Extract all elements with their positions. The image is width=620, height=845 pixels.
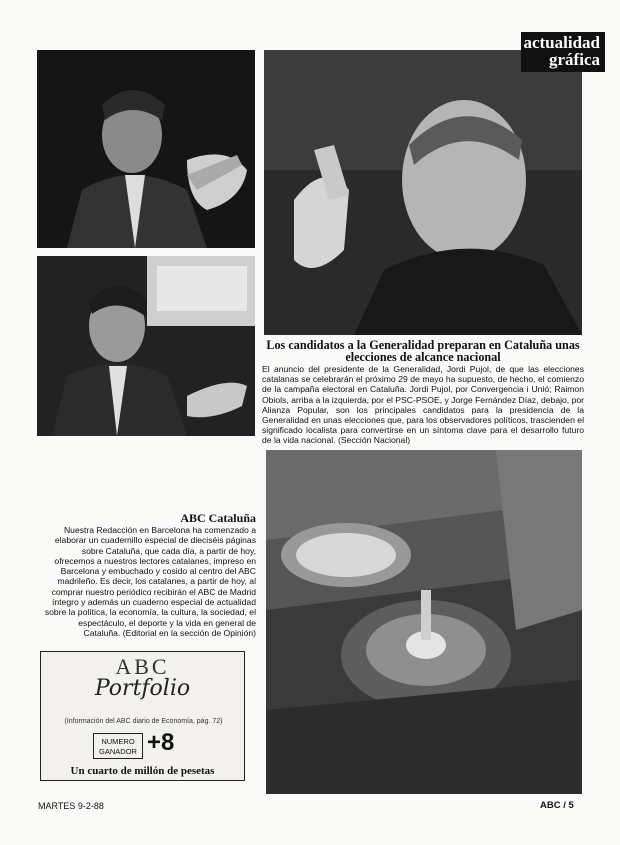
portfolio-box [40,651,245,781]
portfolio-abc-logo: ABC [115,654,170,679]
footer-date: MARTES 9-2-88 [38,801,104,811]
portfolio-box-label-2: GANADOR [99,747,137,756]
section-tag-line2: gráfica [549,50,600,69]
photo-candidate-obiols [37,50,255,248]
section-tag-actualidad-grafica [521,32,605,72]
photo-candidate-pujol [264,50,582,335]
article-headline: Los candidatos a la Generalidad preparan en Cataluña unas elecciones de alcance nacional [266,338,580,364]
article-body: El anuncio del presidente de la Generalidad, Jordi Pujol, de que las elecciones catalanas se celebrarán el próximo 29 de mayo ha supuesto, de hecho, el comienzo de la campaña electoral en Cataluña. Jordi Pujol, por Convergencia i Unió; Raimon Obiols, arriba a la izquierda, por el PSC-PSOE, y Jorge Fernández Díaz, debajo, por Alianza Popular, son los principales candidatos para la presidencia de la Generalidad en unas elecciones que, para los observadores políticos, trascienden el significado localista para convertirse en un síntoma clave para el desarrollo futuro de la vida nacional. (Sección Nacional) [262,364,584,446]
portfolio-subtitle: (Información del ABC diario de Economía, pág. 72) [64,718,223,725]
photo-aerial-plaza-espana [266,450,582,794]
portfolio-box-label-1: NUMERO [101,737,135,746]
abc-cataluna-body: Nuestra Redacción en Barcelona ha comenzado a elaborar un cuadernillo especial de dieciséis páginas sobre Cataluña, que cada día, a partir de hoy, ofrecemos a nuestros lectores catalanes, impreso en Barcelona y embuchado y cosido al centro del ABC madrileño. Es decir, los catalanes, a partir de hoy, al comprar nuestro periódico recibirán el ABC de Madrid íntegro y además un cuaderno especial de actualidad sobre la política, la economía, la cultura, la sociedad, el espectáculo, el deporte y la vida en general de Cataluña. (Editorial en la sección de Opinión) [44,525,256,638]
portfolio-winner-box [93,733,143,759]
footer-page-number: ABC / 5 [540,800,574,811]
abc-cataluna-title: ABC Cataluña [180,511,256,525]
portfolio-name: Portfolio [94,676,191,701]
section-tag-line1: actualidad [523,33,600,52]
portfolio-winning-number: +8 [147,729,175,756]
photo-candidate-fernandez-diaz [37,256,255,436]
portfolio-prize: Un cuarto de millón de pesetas [70,765,215,777]
